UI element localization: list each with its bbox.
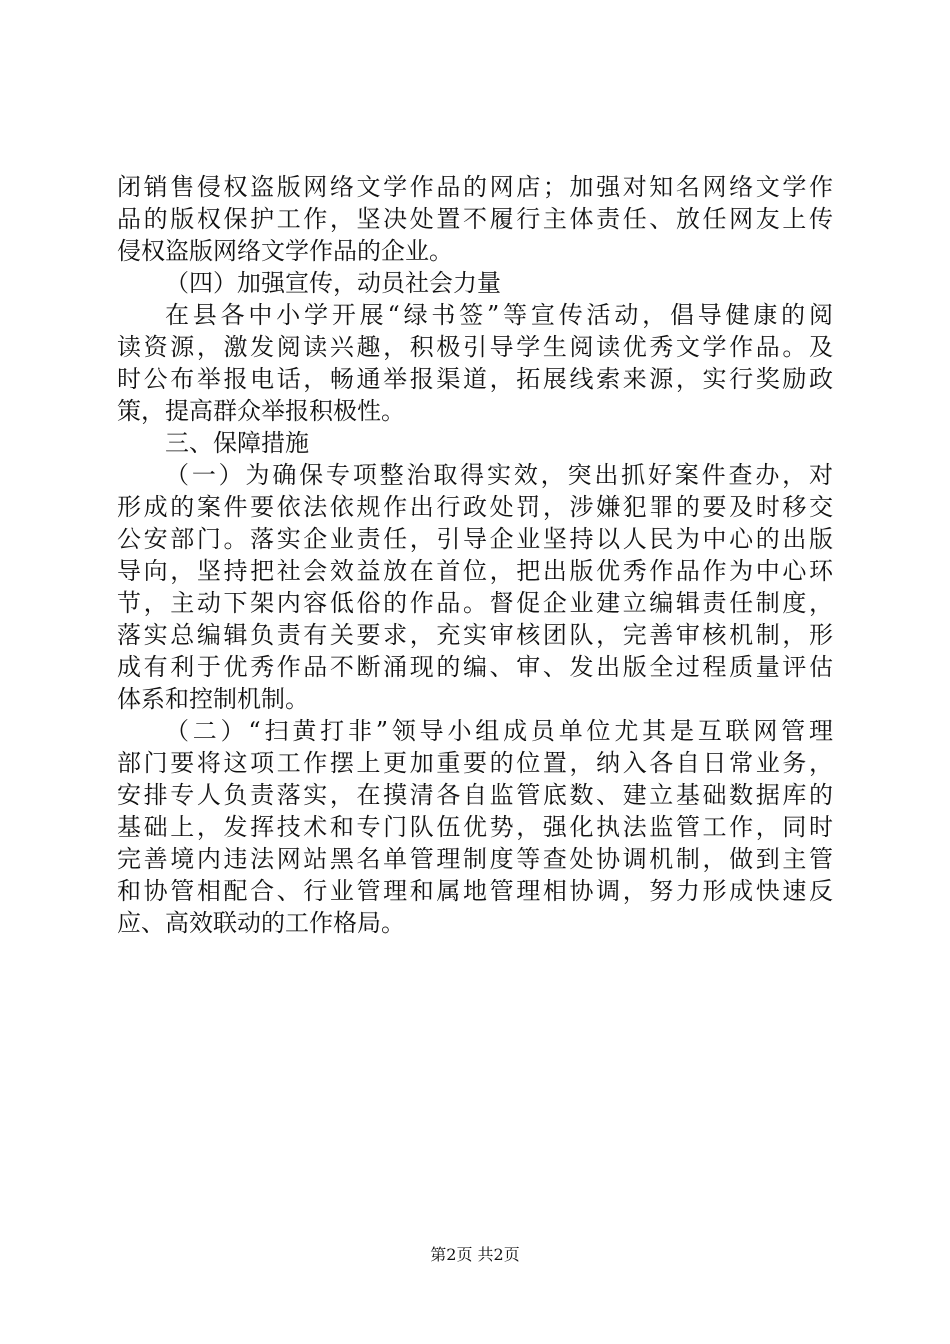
text-line: 时公布举报电话，畅通举报渠道，拓展线索来源，实行奖励政 — [117, 365, 833, 393]
text-line: 形成的案件要依法依规作出行政处罚，涉嫌犯罪的要及时移交 — [117, 493, 833, 521]
text-line: 读资源，激发阅读兴趣，积极引导学生阅读优秀文学作品。及 — [117, 333, 833, 361]
text-line: 完善境内违法网站黑名单管理制度等查处协调机制，做到主管 — [117, 845, 833, 873]
text-line: （二）“扫黄打非”领导小组成员单位尤其是互联网管理 — [165, 717, 833, 745]
text-line: 落实总编辑负责有关要求，充实审核团队，完善审核机制，形 — [117, 621, 833, 649]
text-line: 导向，坚持把社会效益放在首位，把出版优秀作品作为中心环 — [117, 557, 833, 585]
text-line: （一）为确保专项整治取得实效，突出抓好案件查办，对 — [165, 461, 833, 489]
text-line: 安排专人负责落实，在摸清各自监管底数、建立基础数据库的 — [117, 781, 833, 809]
text-line: 在县各中小学开展“绿书签”等宣传活动，倡导健康的阅 — [165, 301, 833, 329]
text-line: 成有利于优秀作品不断涌现的编、审、发出版全过程质量评估 — [117, 653, 833, 681]
text-line: 基础上，发挥技术和专门队伍优势，强化执法监管工作，同时 — [117, 813, 833, 841]
document-body — [117, 171, 833, 939]
page-number-footer: 第2页 共2页 — [430, 1245, 520, 1264]
text-line: 应、高效联动的工作格局。 — [117, 909, 405, 937]
text-line: 闭销售侵权盗版网络文学作品的网店；加强对知名网络文学作 — [117, 173, 833, 201]
text-line: 策，提高群众举报积极性。 — [117, 397, 405, 425]
text-line: 和协管相配合、行业管理和属地管理相协调，努力形成快速反 — [117, 877, 833, 905]
text-line: 节，主动下架内容低俗的作品。督促企业建立编辑责任制度， — [117, 589, 833, 617]
text-line: 品的版权保护工作，坚决处置不履行主体责任、放任网友上传 — [117, 205, 833, 233]
text-line: 侵权盗版网络文学作品的企业。 — [117, 237, 453, 265]
section-heading: 三、保障措施 — [165, 429, 309, 457]
text-line: 体系和控制机制。 — [117, 685, 309, 713]
text-line: 公安部门。落实企业责任，引导企业坚持以人民为中心的出版 — [117, 525, 833, 553]
section-heading: （四）加强宣传，动员社会力量 — [165, 269, 501, 297]
text-line: 部门要将这项工作摆上更加重要的位置，纳入各自日常业务， — [117, 749, 833, 777]
